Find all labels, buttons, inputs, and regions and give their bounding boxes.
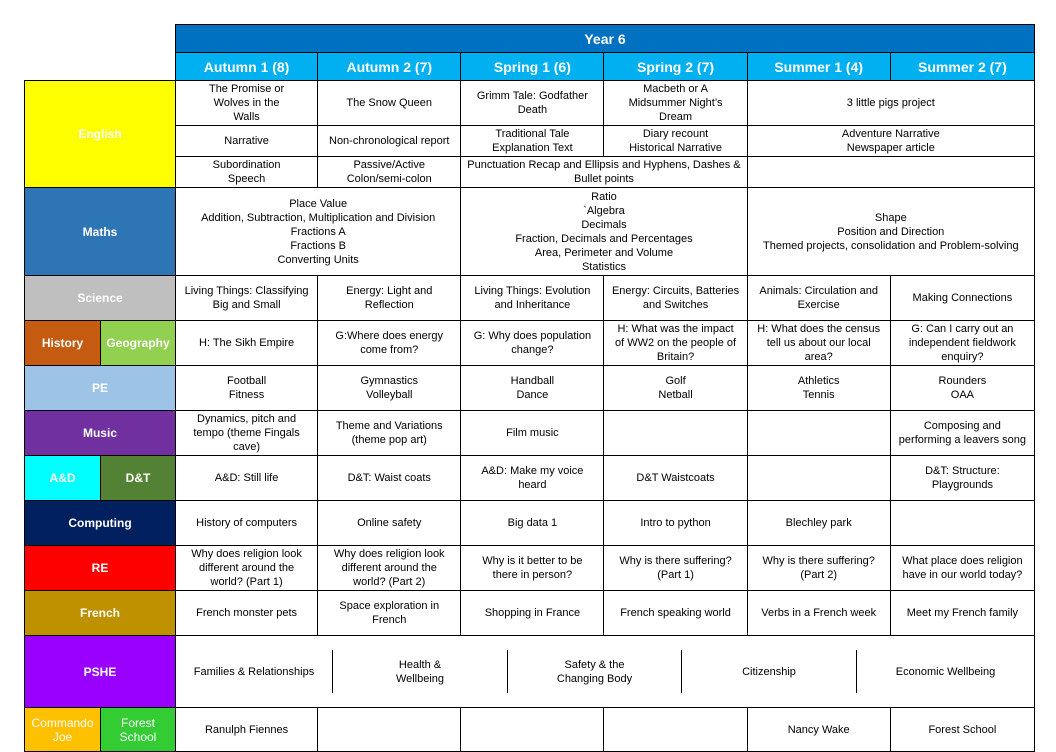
computing-cell: Big data 1: [461, 501, 604, 546]
english-cell: Non-chronological report: [318, 126, 461, 157]
humanities-cell: H: The Sikh Empire: [176, 321, 318, 366]
maths-cell: Shape Position and Direction Themed projects, consolidation and Problem-solving: [747, 188, 1034, 276]
commando-cell: Nancy Wake: [747, 708, 890, 752]
music-cell: Composing and performing a leavers song: [890, 411, 1034, 456]
science-cell: Living Things: Classifying Big and Small: [176, 276, 318, 321]
subject-french: French: [25, 591, 176, 636]
pe-cell: Gymnastics Volleyball: [318, 366, 461, 411]
re-cell: What place does religion have in our world today?: [890, 546, 1034, 591]
french-cell: French speaking world: [604, 591, 747, 636]
computing-cell: Online safety: [318, 501, 461, 546]
commando-cell: [318, 708, 461, 752]
subject-design-technology: D&T: [101, 456, 176, 501]
pshe-cell: Families & Relationships: [193, 665, 315, 678]
science-cell: Living Things: Evolution and Inheritance: [461, 276, 604, 321]
english-cell: Grimm Tale: Godfather Death: [461, 81, 604, 126]
term-header: Spring 2 (7): [604, 53, 747, 81]
english-cell: [747, 157, 1034, 188]
pshe-cell: Health & Wellbeing: [332, 650, 507, 693]
subject-pshe: PSHE: [25, 636, 176, 708]
curriculum-table: [24, 24, 1035, 752]
french-cell: Meet my French family: [890, 591, 1034, 636]
art-dt-cell: D&T Waistcoats: [604, 456, 747, 501]
humanities-cell: H: What does the census tell us about our local area?: [747, 321, 890, 366]
subject-forest-school: Forest School: [101, 708, 176, 752]
re-cell: Why does religion look different around the world? (Part 1): [176, 546, 318, 591]
logo-cell-lower: [25, 53, 176, 81]
art-dt-cell: D&T: Structure: Playgrounds: [890, 456, 1034, 501]
term-header: Spring 1 (6): [461, 53, 604, 81]
english-cell: The Promise or Wolves in the Walls: [176, 81, 318, 126]
pe-cell: Handball Dance: [461, 366, 604, 411]
french-cell: Verbs in a French week: [747, 591, 890, 636]
humanities-cell: G: Why does population change?: [461, 321, 604, 366]
art-dt-cell: A&D: Still life: [176, 456, 318, 501]
subject-commando-joe: Commando Joe: [25, 708, 101, 752]
commando-cell: [461, 708, 604, 752]
humanities-cell: H: What was the impact of WW2 on the people of Britain?: [604, 321, 747, 366]
term-header: Summer 2 (7): [890, 53, 1034, 81]
subject-history: History: [25, 321, 101, 366]
computing-cell: Intro to python: [604, 501, 747, 546]
term-header: Autumn 1 (8): [176, 53, 318, 81]
computing-cell: [890, 501, 1034, 546]
english-cell: The Snow Queen: [318, 81, 461, 126]
re-cell: Why is there suffering? (Part 2): [747, 546, 890, 591]
science-cell: Energy: Light and Reflection: [318, 276, 461, 321]
music-cell: [747, 411, 890, 456]
pshe-cell: Economic Wellbeing: [856, 650, 1034, 693]
humanities-cell: G: Can I carry out an independent fieldwork enquiry?: [890, 321, 1034, 366]
science-cell: Making Connections: [890, 276, 1034, 321]
subject-science: Science: [25, 276, 176, 321]
english-cell: Punctuation Recap and Ellipsis and Hyphens, Dashes & Bullet points: [461, 157, 747, 188]
re-cell: Why does religion look different around the world? (Part 2): [318, 546, 461, 591]
pshe-cell: Citizenship: [681, 650, 856, 693]
pe-cell: Athletics Tennis: [747, 366, 890, 411]
maths-cell: Ratio `Algebra Decimals Fraction, Decimals and Percentages Area, Perimeter and Volume Statistics: [461, 188, 747, 276]
english-cell: Narrative: [176, 126, 318, 157]
music-cell: [604, 411, 747, 456]
maths-cell: Place Value Addition, Subtraction, Multiplication and Division Fractions A Fractions B Converting Units: [176, 188, 461, 276]
art-dt-cell: A&D: Make my voice heard: [461, 456, 604, 501]
art-dt-cell: D&T: Waist coats: [318, 456, 461, 501]
french-cell: Shopping in France: [461, 591, 604, 636]
english-cell: 3 little pigs project: [747, 81, 1034, 126]
subject-maths: Maths: [25, 188, 176, 276]
science-cell: Animals: Circulation and Exercise: [747, 276, 890, 321]
pe-cell: Golf Netball: [604, 366, 747, 411]
pe-cell: Rounders OAA: [890, 366, 1034, 411]
commando-cell: [604, 708, 747, 752]
french-cell: French monster pets: [176, 591, 318, 636]
subject-computing: Computing: [25, 501, 176, 546]
re-cell: Why is it better to be there in person?: [461, 546, 604, 591]
re-cell: Why is there suffering? (Part 1): [604, 546, 747, 591]
english-cell: Passive/Active Colon/semi-colon: [318, 157, 461, 188]
humanities-cell: G:Where does energy come from?: [318, 321, 461, 366]
commando-cell: Forest School: [890, 708, 1034, 752]
english-cell: Subordination Speech: [176, 157, 318, 188]
subject-geography: Geography: [101, 321, 176, 366]
computing-cell: History of computers: [176, 501, 318, 546]
french-cell: Space exploration in French: [318, 591, 461, 636]
pshe-cell: Safety & the Changing Body: [507, 650, 681, 693]
pe-cell: Football Fitness: [176, 366, 318, 411]
term-header: Summer 1 (4): [747, 53, 890, 81]
subject-art-design: A&D: [25, 456, 101, 501]
english-cell: Adventure Narrative Newspaper article: [747, 126, 1034, 157]
subject-pe: PE: [25, 366, 176, 411]
music-cell: Film music: [461, 411, 604, 456]
science-cell: Energy: Circuits, Batteries and Switches: [604, 276, 747, 321]
music-cell: Dynamics, pitch and tempo (theme Fingals cave): [176, 411, 318, 456]
term-header: Autumn 2 (7): [318, 53, 461, 81]
english-cell: Diary recount Historical Narrative: [604, 126, 747, 157]
art-dt-cell: [747, 456, 890, 501]
pshe-row: [176, 636, 1035, 708]
subject-re: RE: [25, 546, 176, 591]
computing-cell: Blechley park: [747, 501, 890, 546]
english-cell: Traditional Tale Explanation Text: [461, 126, 604, 157]
year-header: Year 6: [176, 25, 1035, 53]
subject-music: Music: [25, 411, 176, 456]
logo-cell: [25, 25, 176, 53]
commando-cell: Ranulph Fiennes: [176, 708, 318, 752]
subject-english: English: [25, 81, 176, 188]
english-cell: Macbeth or A Midsummer Night’s Dream: [604, 81, 747, 126]
music-cell: Theme and Variations (theme pop art): [318, 411, 461, 456]
